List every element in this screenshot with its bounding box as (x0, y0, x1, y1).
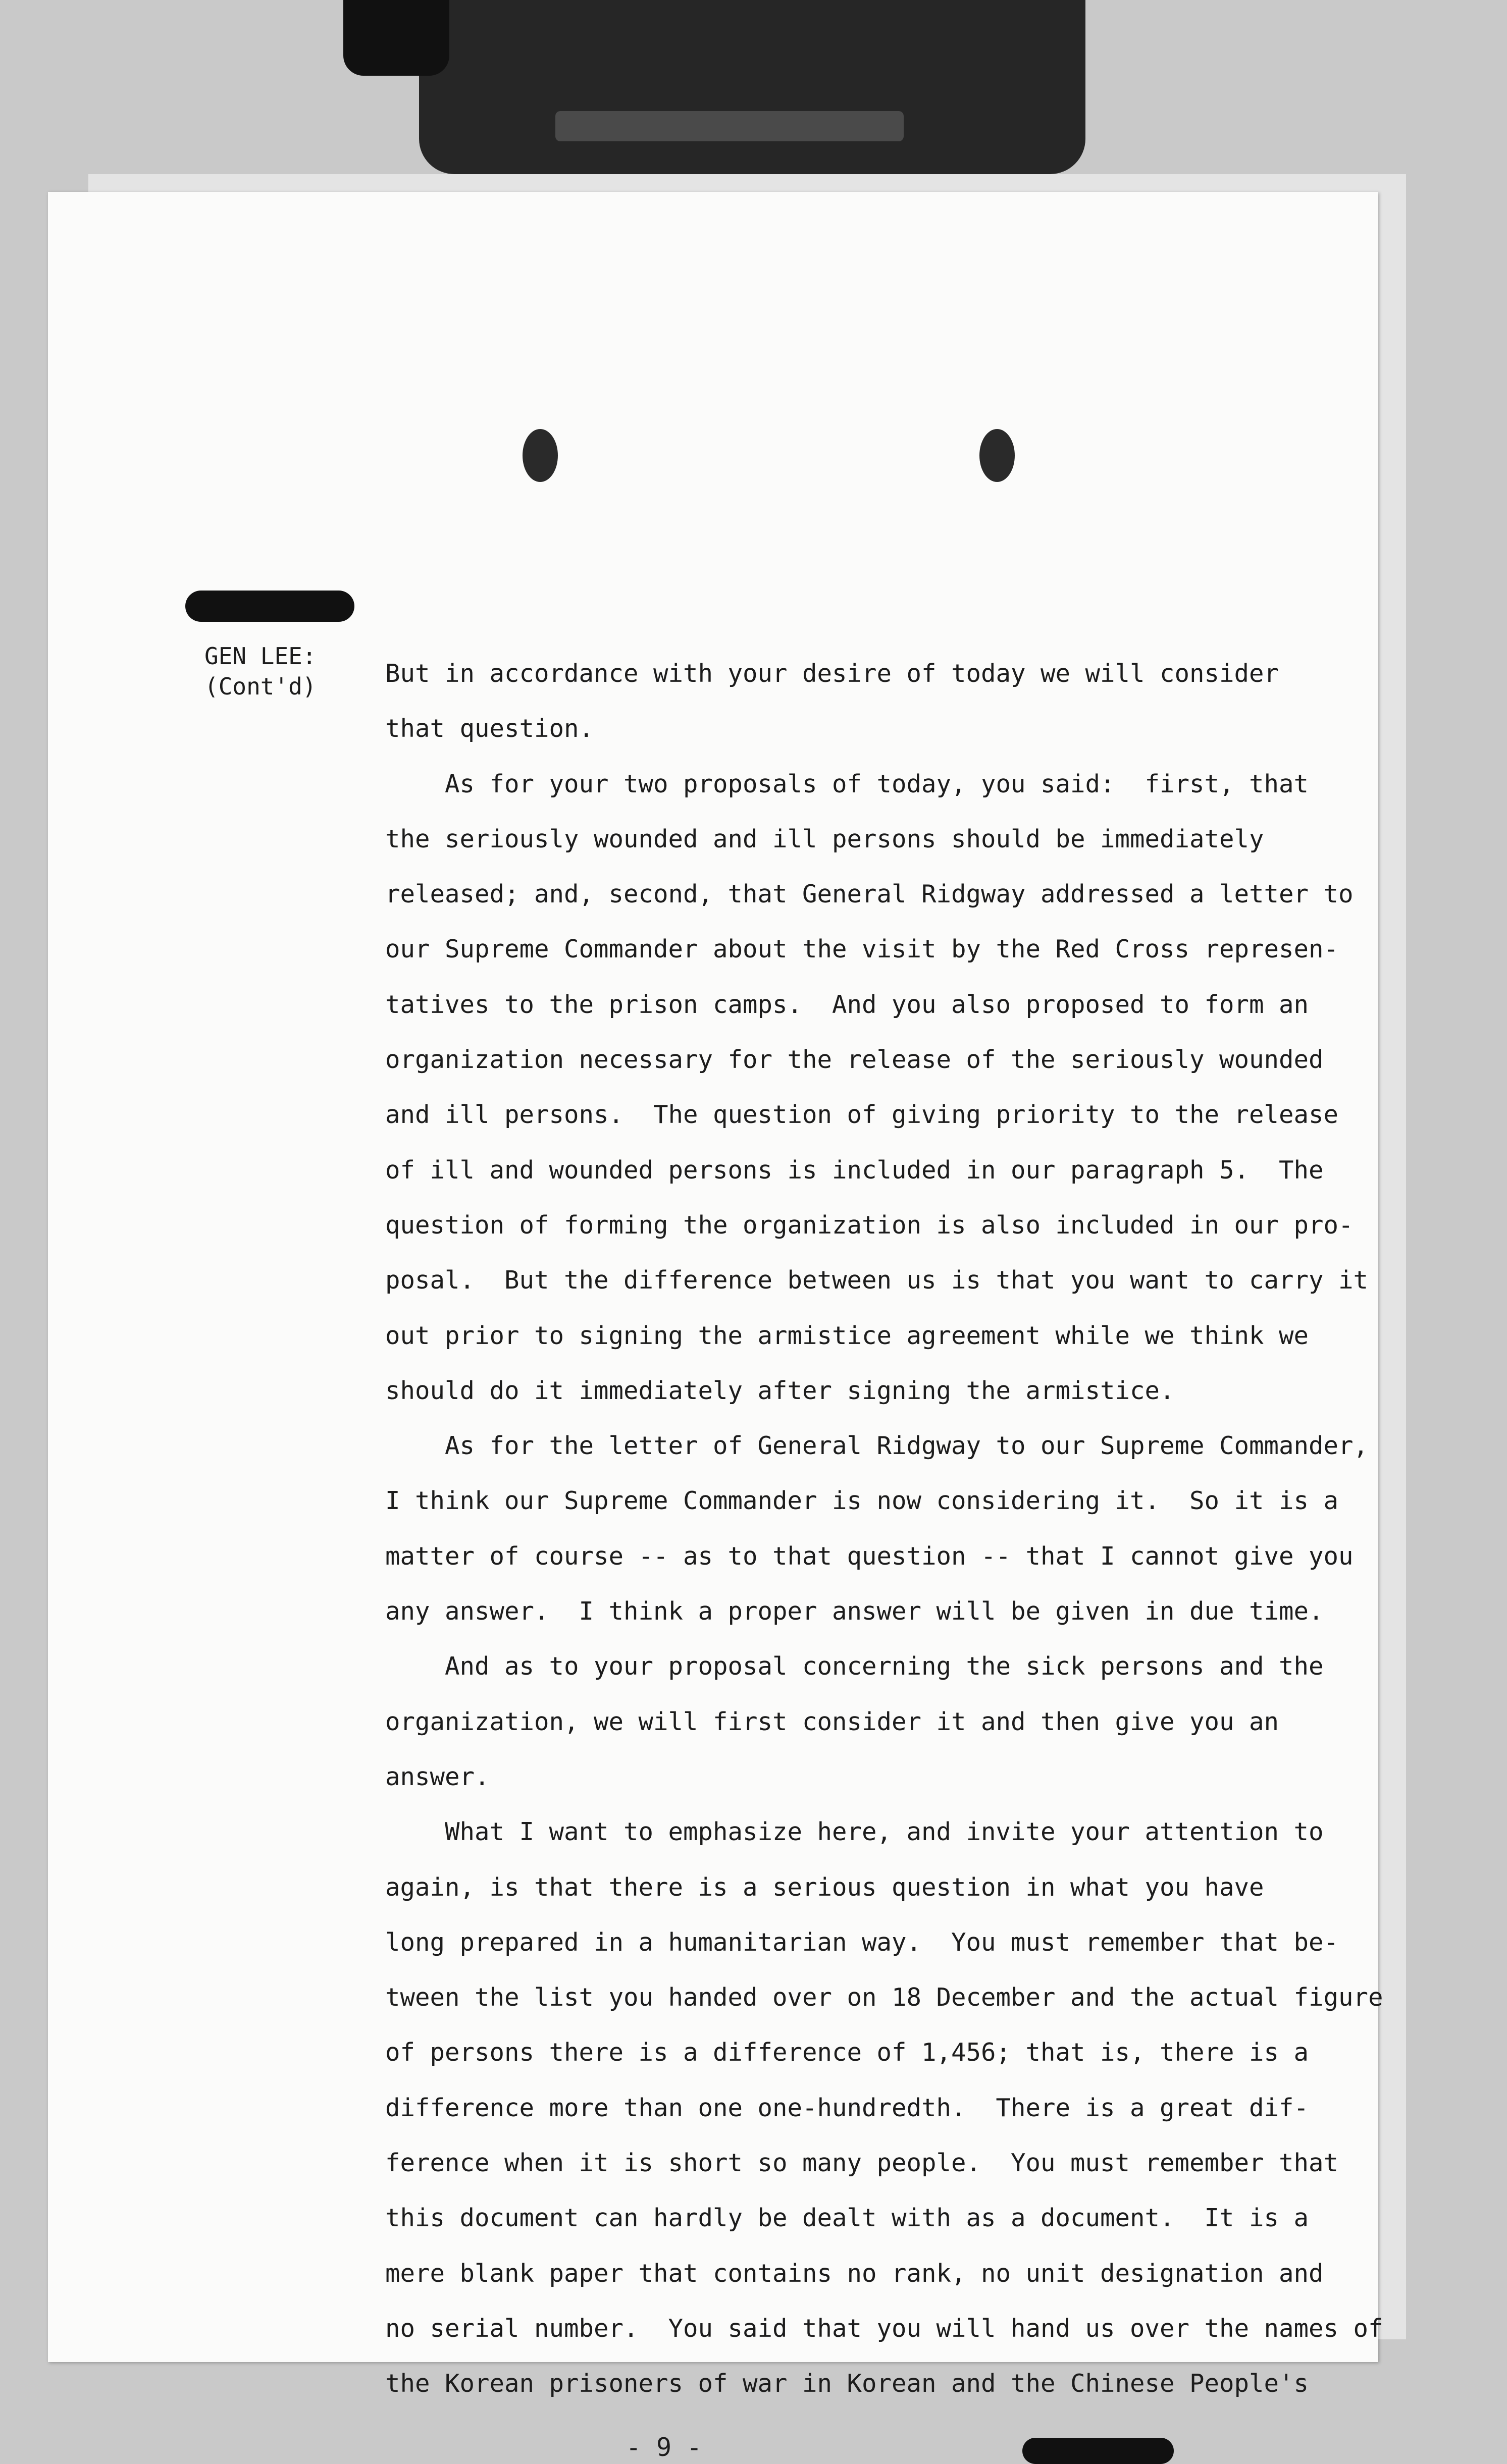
text-line: the seriously wounded and ill persons should be immediately (385, 824, 1264, 853)
punch-hole-left (523, 429, 558, 482)
text-line: the Korean prisoners of war in Korean and the Chinese People's (385, 2369, 1309, 2398)
text-line: question of forming the organization is also included in our pro- (385, 1210, 1354, 1240)
clip-plate (555, 111, 904, 141)
document-page (48, 192, 1383, 2462)
text-line: posal. But the difference between us is that you want to carry it (385, 1266, 1369, 1295)
text-line: and ill persons. The question of giving priority to the release (385, 1100, 1339, 1130)
text-line: organization, we will first consider it and then give you an (385, 1707, 1279, 1736)
text-line: this document can hardly be dealt with as a document. It is a (385, 2204, 1309, 2233)
text-line: And as to your proposal concerning the sick persons and the (385, 1652, 1324, 1681)
text-line: As for your two proposals of today, you said: first, that (385, 769, 1309, 798)
text-line: As for the letter of General Ridgway to our Supreme Commander, (385, 1431, 1369, 1461)
text-line: out prior to signing the armistice agreement while we think we (385, 1321, 1309, 1350)
speaker-label (204, 641, 371, 702)
text-line: mere blank paper that contains no rank, no unit designation and (385, 2259, 1324, 2288)
text-line: should do it immediately after signing the armistice. (385, 1376, 1175, 1405)
text-line: long prepared in a humanitarian way. You must remember that be- (385, 1927, 1339, 1957)
text-line: any answer. I think a proper answer will be given in due time. (385, 1597, 1324, 1626)
redaction-mark-top (185, 591, 354, 622)
text-line: But in accordance with your desire of today we will consider (385, 659, 1279, 688)
text-line: ference when it is short so many people. You must remember that (385, 2149, 1339, 2178)
body-text (385, 646, 1383, 2412)
redaction-mark-bottom (1022, 2438, 1174, 2464)
text-line: answer. (385, 1762, 490, 1791)
text-line: difference more than one one-hundredth. There is a great dif- (385, 2093, 1309, 2122)
text-line: What I want to emphasize here, and invite your attention to (385, 1817, 1324, 1847)
text-line: no serial number. You said that you will hand us over the names of (385, 2314, 1383, 2343)
page-number: - 9 - (626, 2433, 702, 2462)
speaker-continued: (Cont'd) (204, 673, 317, 700)
speaker-name: GEN LEE: (204, 642, 317, 670)
text-line: that question. (385, 714, 594, 743)
text-line: tatives to the prison camps. And you also proposed to form an (385, 990, 1309, 1019)
text-line: organization necessary for the release of the seriously wounded (385, 1045, 1324, 1075)
text-line: tween the list you handed over on 18 December and the actual figure (385, 1983, 1383, 2012)
text-line: I think our Supreme Commander is now considering it. So it is a (385, 1486, 1339, 1516)
document-clip (419, 0, 1085, 174)
text-line: our Supreme Commander about the visit by the Red Cross represen- (385, 935, 1339, 964)
text-line: matter of course -- as to that question -- that I cannot give you (385, 1541, 1354, 1571)
text-line: again, is that there is a serious question in what you have (385, 1872, 1264, 1902)
text-line: released; and, second, that General Ridgway addressed a letter to (385, 880, 1354, 909)
text-line: of persons there is a difference of 1,456; that is, there is a (385, 2038, 1309, 2067)
text-line: of ill and wounded persons is included in our paragraph 5. The (385, 1155, 1324, 1185)
clip-knob (343, 0, 449, 76)
punch-hole-right (979, 429, 1015, 482)
